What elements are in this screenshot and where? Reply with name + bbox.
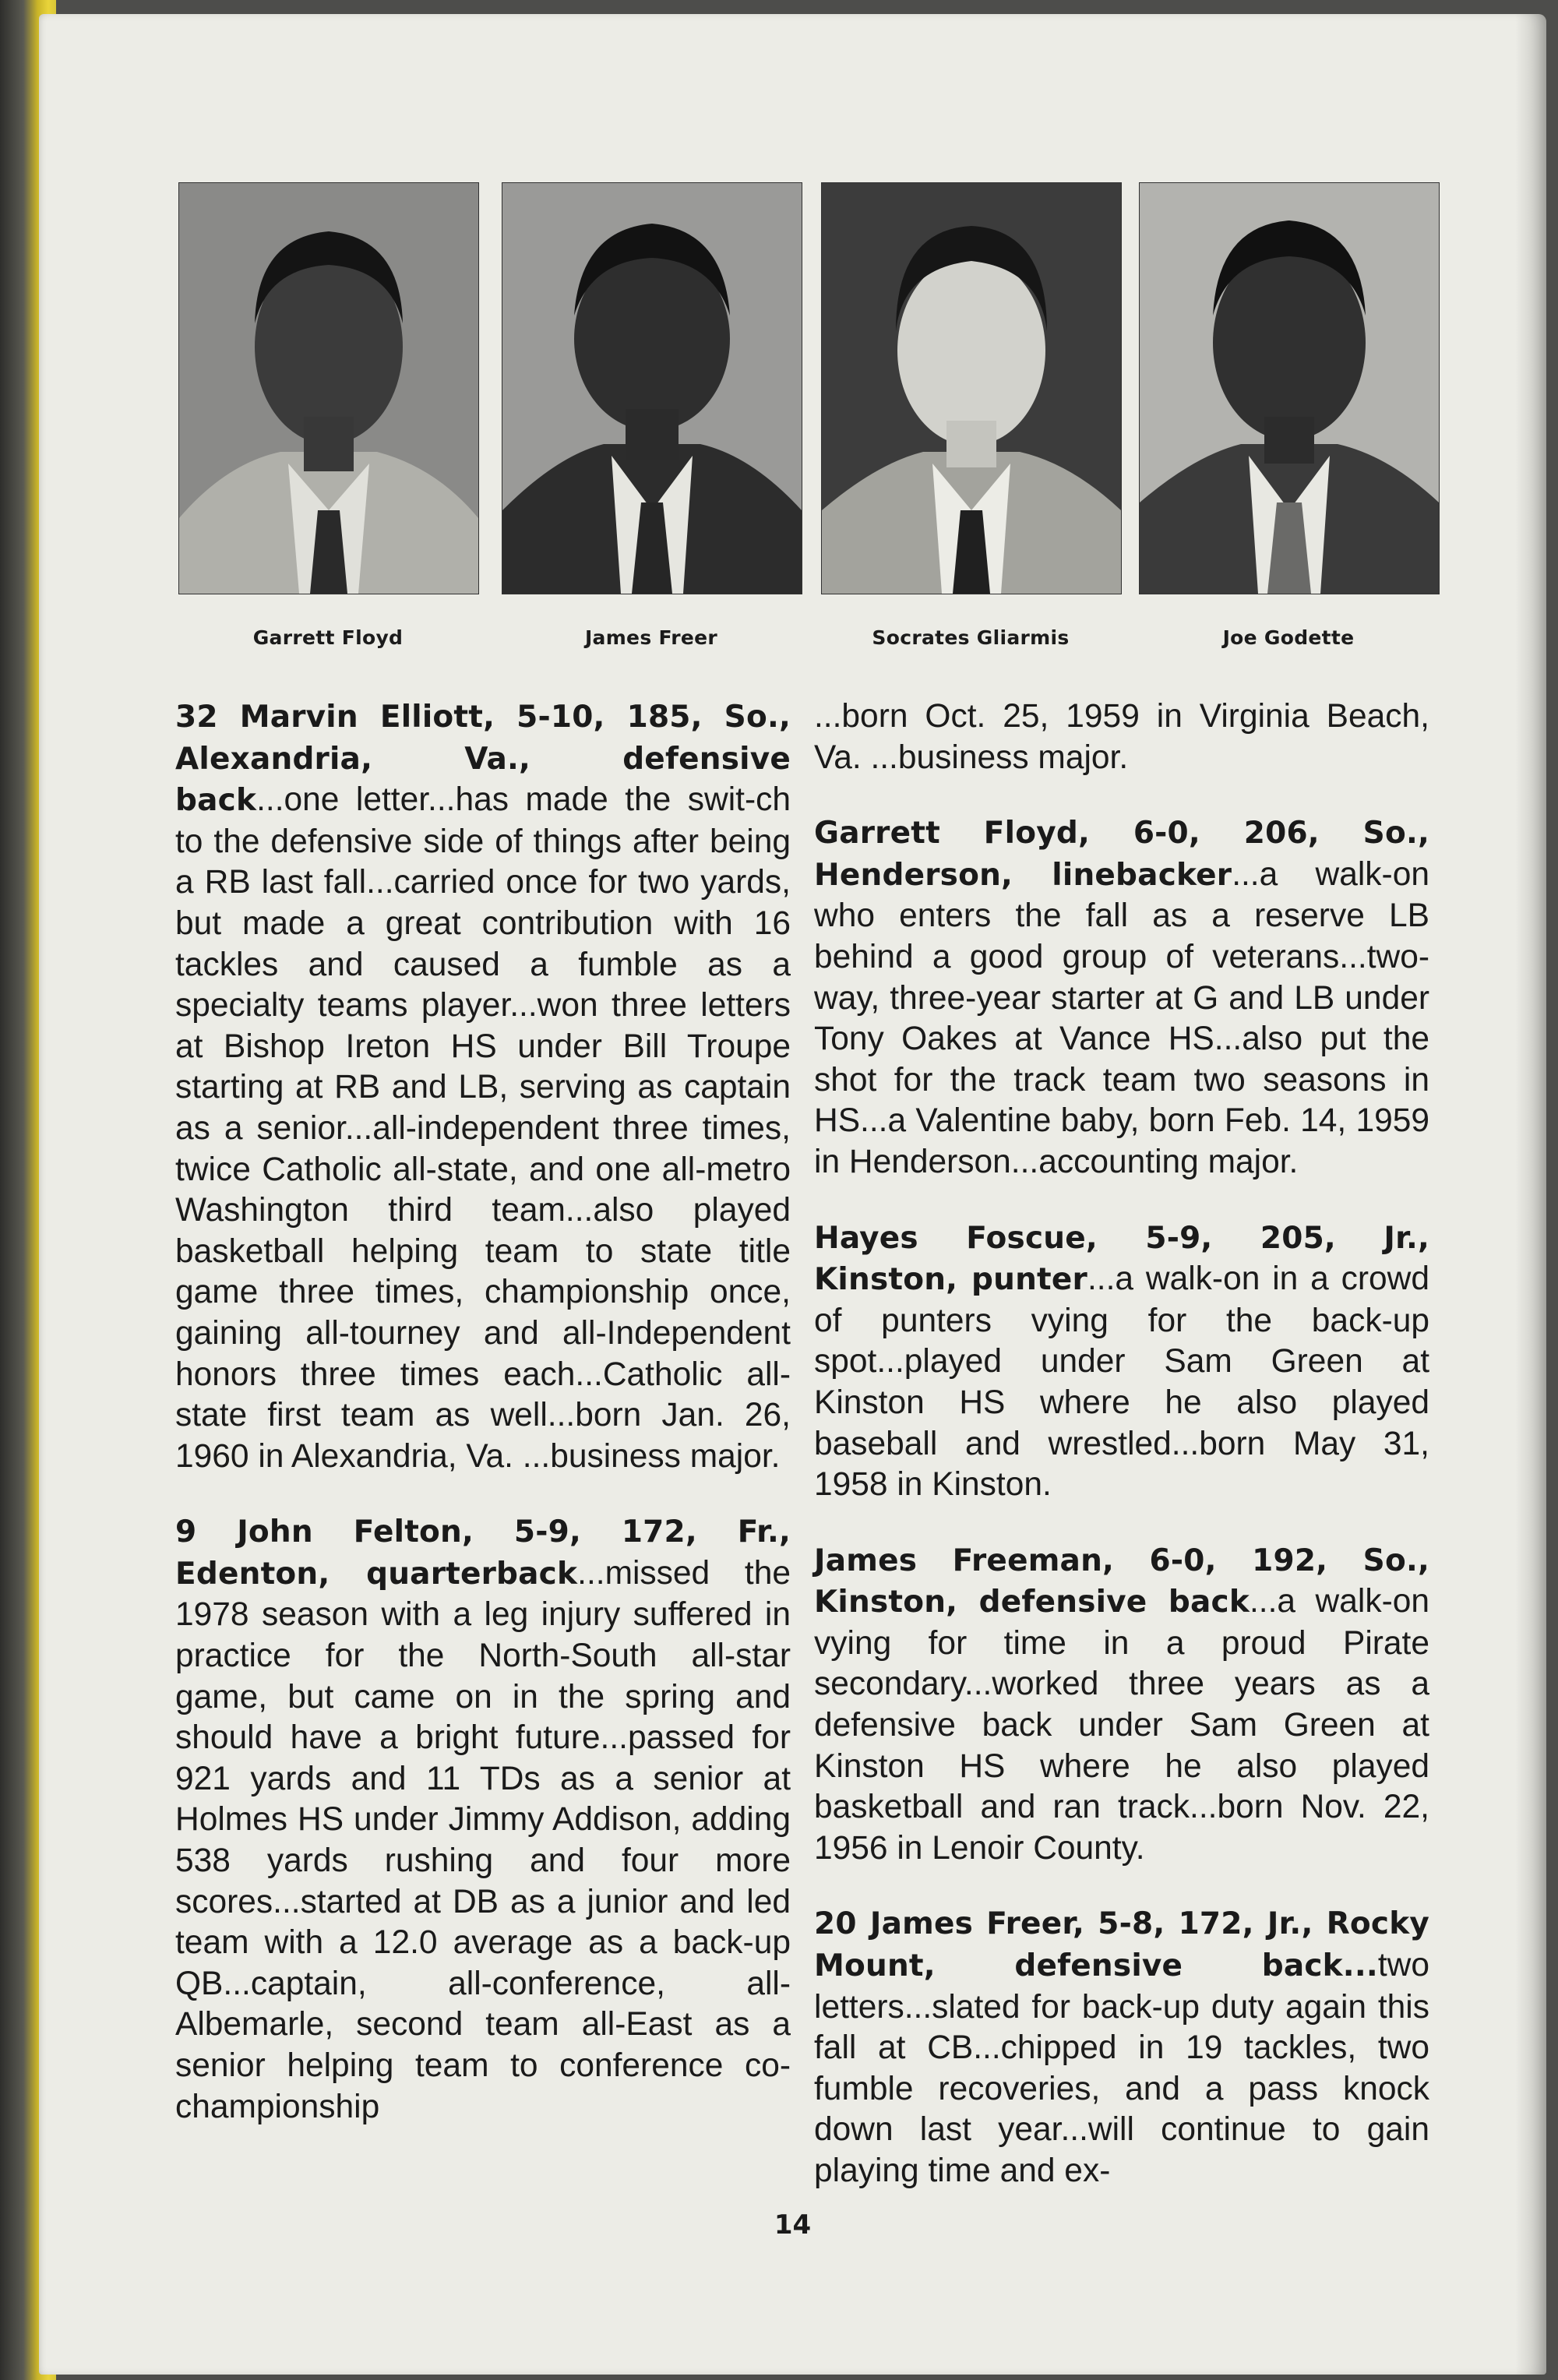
player-bio-heading: Hayes Foscue, 5-9, 205, Jr., Kinston, punter bbox=[814, 1220, 1429, 1298]
player-bio bbox=[814, 1540, 1429, 1870]
player-bio bbox=[814, 1903, 1429, 2191]
portrait-photo-socrates-gliarmis bbox=[821, 182, 1122, 594]
player-bio-heading: 20 James Freer, 5-8, 172, Jr., Rocky Mount, defensive back... bbox=[814, 1906, 1429, 1984]
player-bio-heading: 9 John Felton, 5-9, 172, Fr., Edenton, quarterback bbox=[175, 1514, 791, 1592]
player-bio-body: two letters...slated for back-up duty again this fall at CB...chipped in 19 tackles, two fumble recoveries, and a pass knock down last year...will continue to gain playing time and ex- bbox=[814, 1947, 1429, 2189]
left-text-column bbox=[175, 696, 791, 2162]
player-bio-body: ...a walk-on in a crowd of punters vying for the back-up spot...played under Sam Green at Kinston HS where he also played baseball and wrestled...born May 31, 1958 in Kinston. bbox=[814, 1261, 1429, 1504]
player-bio-heading: 32 Marvin Elliott, 5-10, 185, So., Alexandria, Va., defensive back bbox=[175, 700, 791, 819]
portrait-image bbox=[502, 183, 802, 594]
player-bio bbox=[814, 813, 1429, 1183]
portrait-image bbox=[179, 183, 478, 594]
player-bio-body: ...a walk-on who enters the fall as a reserve LB behind a good group of veterans...two-way, three-year starter at G and LB under Tony Oakes at Vance HS...also put the shot for the track team two seasons in HS...a Valentine baby, born Feb. 14, 1959 in Henderson...accounting major. bbox=[814, 855, 1429, 1180]
player-bio bbox=[814, 696, 1429, 778]
page-number: 14 bbox=[774, 2209, 812, 2241]
photo-caption: Garrett Floyd bbox=[252, 626, 404, 649]
player-bio-body: ...born Oct. 25, 1959 in Virginia Beach, Va. ...business major. bbox=[814, 698, 1429, 776]
player-bio bbox=[175, 696, 791, 1477]
portrait-photo-garrett-floyd bbox=[178, 182, 479, 594]
player-bio-heading: James Freeman, 6-0, 192, So., Kinston, defensive back bbox=[814, 1543, 1429, 1620]
player-bio-body: ...a walk-on vying for time in a proud Pirate secondary...worked three years as a defensive back under Sam Green at Kinston HS where he also played basketball and ran track...born Nov. 22, 1956 in Lenoir County. bbox=[814, 1583, 1429, 1867]
document-page bbox=[39, 14, 1546, 2375]
portrait-photo-joe-godette bbox=[1139, 182, 1440, 594]
photo-caption: Joe Godette bbox=[1222, 626, 1355, 649]
photo-caption: James Freer bbox=[584, 626, 718, 649]
player-bio bbox=[175, 1511, 791, 2128]
portrait-image bbox=[1140, 183, 1439, 594]
photo-caption: Socrates Gliarmis bbox=[872, 626, 1070, 649]
portrait-image bbox=[822, 183, 1121, 594]
portrait-photo-james-freer bbox=[502, 182, 802, 594]
player-bio-heading: Garrett Floyd, 6-0, 206, So., Henderson, linebacker bbox=[814, 816, 1429, 893]
page-spine-shadow bbox=[1515, 14, 1546, 2375]
right-text-column bbox=[814, 696, 1429, 2227]
player-bio-body: ...one letter...has made the swit-ch to the defensive side of things after being a RB last fall...carried once for two yards, but made a great contribution with 16 tackles and caused a fumble as a specialty teams player...won three letters at Bishop Ireton HS under Bill Troupe starting at RB and LB, serving as captain as a senior...all-independent three times, twice Catholic all-state, and one all-metro Washington third team...also played basketball helping team to state title game three times, championship once, gaining all-tourney and all-Independent honors three times each...Catholic all-state first team as well...born Jan. 26, 1960 in Alexandria, Va. ...business major. bbox=[175, 781, 791, 1475]
player-bio bbox=[814, 1218, 1429, 1506]
player-bio-body: ...missed the 1978 season with a leg injury suffered in practice for the North-South all-star game, but came on in the spring and should have a bright future...passed for 921 yards and 11 TDs as a senior at Holmes HS under Jimmy Addison, adding 538 yards rushing and four more scores...started at DB as a junior and led team with a 12.0 average as a back-up QB...captain, all-conference, all-Albemarle, second team all-East as a senior helping team to conference co-championship bbox=[175, 1554, 791, 2125]
